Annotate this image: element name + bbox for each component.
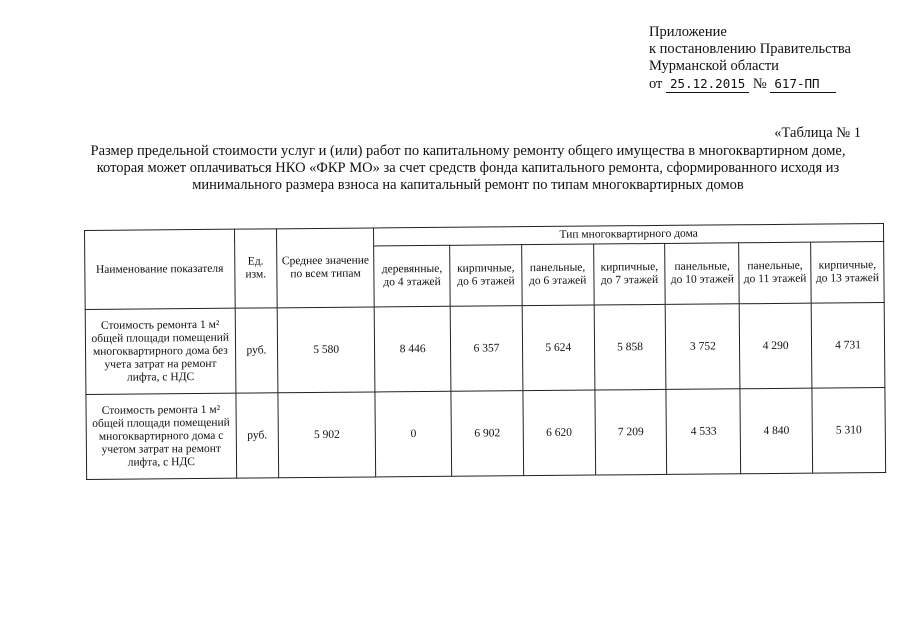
appendix-line-1: Приложение [649, 24, 727, 40]
row-average: 5 580 [277, 307, 375, 393]
row-value: 6 902 [451, 391, 524, 477]
header-type-5: панельные, до 10 этажей [665, 243, 739, 305]
row-value: 4 840 [740, 388, 813, 474]
row-name: Стоимость ремонта 1 м² общей площади помещений многоквартирного дома без учета затрат на ремонт лифта, с НДС [85, 308, 235, 394]
row-value: 4 290 [739, 303, 812, 389]
row-average: 5 902 [278, 392, 376, 478]
row-value: 5 310 [812, 388, 886, 474]
row-value: 4 731 [811, 303, 885, 389]
header-type-6: панельные, до 11 этажей [739, 242, 811, 304]
cost-table [84, 223, 886, 480]
row-value: 0 [375, 391, 452, 477]
row-value: 8 446 [374, 306, 451, 392]
row-value: 5 858 [594, 304, 667, 390]
row-value: 4 533 [666, 389, 741, 475]
appendix-date-line [649, 75, 851, 93]
header-unit: Ед. изм. [234, 229, 277, 308]
appendix-line-2: к постановлению Правительства [649, 41, 851, 57]
table-row [85, 303, 885, 395]
date-prefix: от [649, 76, 663, 92]
header-type-7: кирпичные, до 13 этажей [811, 242, 884, 304]
decree-number: 617-ПП [770, 75, 836, 93]
appendix-line-3: Мурманской области [649, 58, 779, 74]
header-type-1: деревянные, до 4 этажей [374, 245, 450, 307]
row-value: 6 620 [523, 390, 596, 476]
document-title: Размер предельной стоимости услуг и (или) работ по капитальному ремонту общего имущества в многоквартирном доме, которая может оплачиваться НКО «ФКР МО» за счет средств фонда капитального ремонта, сформированного исходя из минимального размера взноса на капитальный ремонт по типам многоквартирных домов [90, 143, 846, 193]
row-unit: руб. [235, 308, 278, 393]
header-name: Наименование показателя [85, 229, 235, 309]
row-value: 6 357 [450, 306, 523, 392]
appendix-block [649, 24, 851, 93]
header-average: Среднее значение по всем типам [277, 228, 375, 308]
row-value: 3 752 [666, 304, 741, 390]
decree-date: 25.12.2015 [666, 75, 749, 93]
row-unit: руб. [236, 393, 279, 478]
table-row [86, 388, 886, 480]
header-type-4: кирпичные, до 7 этажей [593, 243, 665, 305]
row-value: 7 209 [595, 389, 668, 475]
header-type-3: панельные, до 6 этажей [521, 244, 593, 306]
header-type-2: кирпичные, до 6 этажей [450, 245, 522, 307]
row-name: Стоимость ремонта 1 м² общей площади помещений многоквартирного дома с учетом затрат на ремонт лифта, с НДС [86, 393, 236, 479]
header-house-types: Тип многоквартирного дома [374, 224, 884, 246]
row-value: 5 624 [522, 305, 595, 391]
number-prefix: № [752, 76, 767, 92]
table-label: «Таблица № 1 [774, 125, 861, 141]
